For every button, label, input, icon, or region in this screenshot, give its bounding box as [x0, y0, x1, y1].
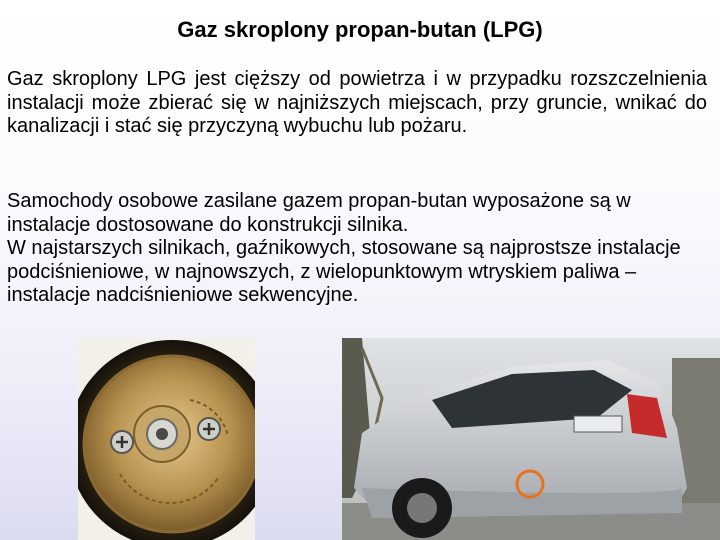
paragraph-installations-line2: W najstarszych silnikach, gaźnikowych, stosowane są najprostsze instalacje podciśnieniowe, w najnowszych, z wielopunktowym wtryskiem paliwa – instalacje nadciśnieniowe sekwencyjne. [7, 237, 681, 307]
car-illustration [342, 338, 720, 540]
valve-illustration [78, 338, 255, 540]
paragraph-lpg-installations [7, 190, 707, 308]
paragraph-lpg-danger: Gaz skroplony LPG jest cięższy od powietrza i w przypadku rozszczelnienia instalacji może zbierać się w najniższych miejscach, przy gruncie, wnikać do kanalizacji i stać się przyczyną wybuchu lub pożaru. [7, 68, 707, 138]
lpg-filler-valve-photo [78, 338, 255, 540]
slide-title: Gaz skroplony propan-butan (LPG) [177, 17, 543, 42]
paragraph-installations-line1: Samochody osobowe zasilane gazem propan-butan wyposażone są w instalacje dostosowane do konstrukcji silnika. [7, 190, 631, 236]
silver-hatchback-car-photo [342, 338, 720, 540]
